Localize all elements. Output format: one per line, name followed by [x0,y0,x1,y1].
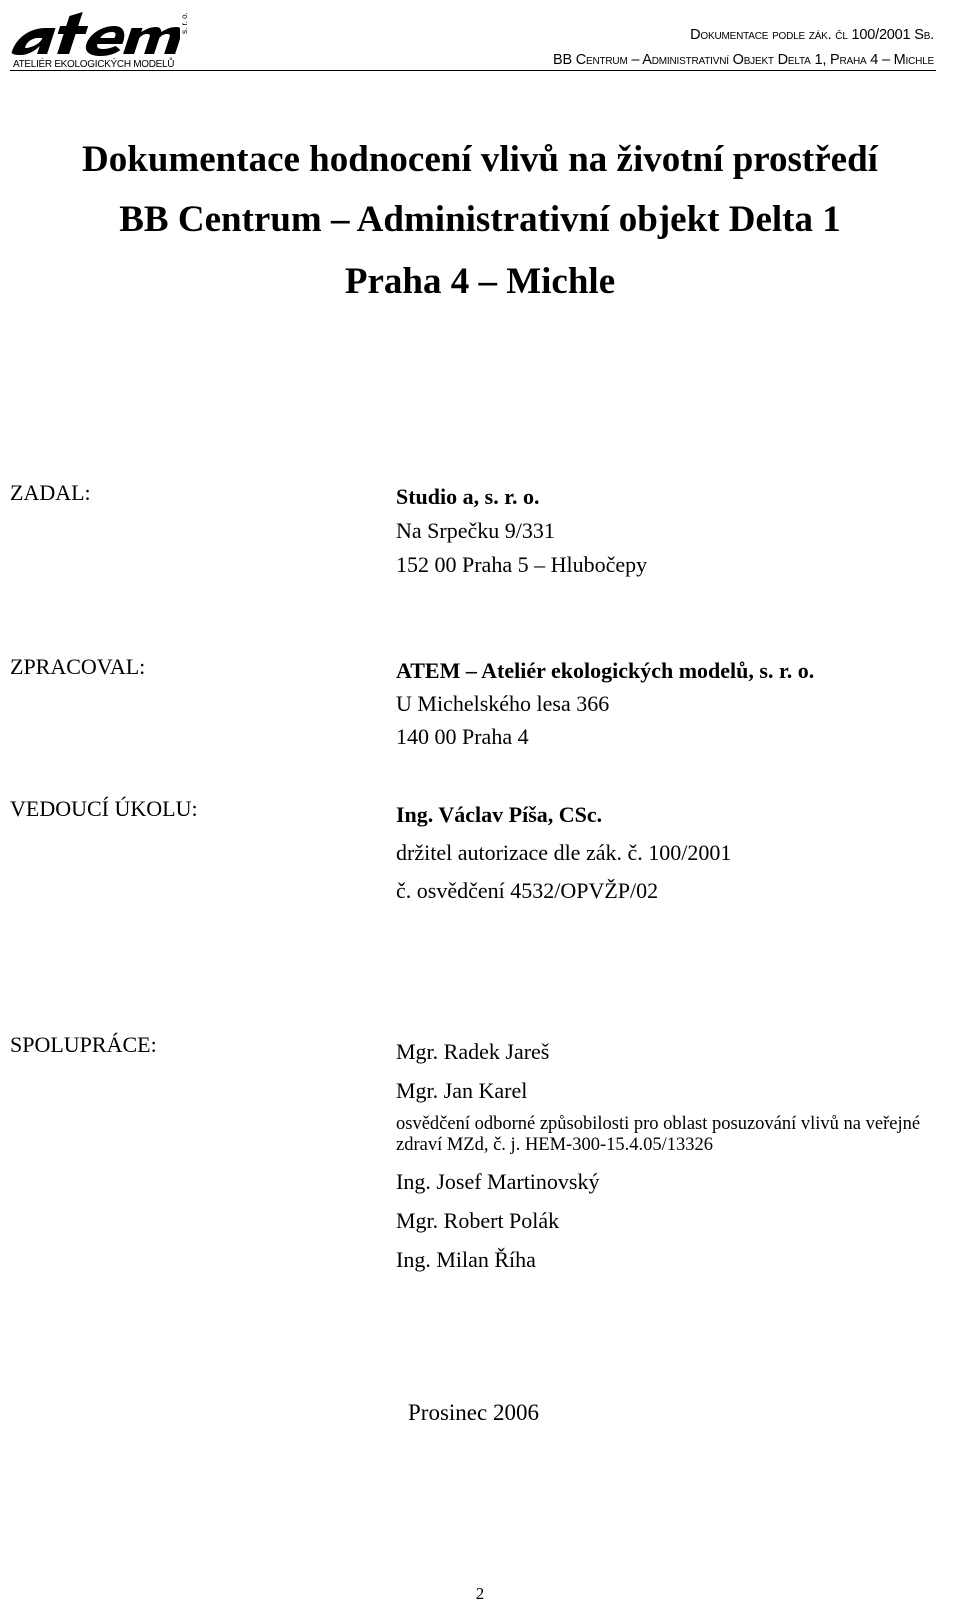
spoluprace-person-5: Ing. Milan Říha [396,1247,536,1272]
title-line-3: Praha 4 – Michle [344,261,616,302]
spoluprace-person-1: Mgr. Radek Jareš [396,1039,550,1064]
running-header [553,23,934,73]
page-number: 2 [475,1584,485,1603]
zadal-block [396,480,647,582]
vedouci-authorization: držitel autorizace dle zák. č. 100/2001 [396,840,732,865]
zpracoval-label: ZPRACOVAL: [10,654,146,679]
spoluprace-note: osvědčení odborné způsobilosti pro oblast posuzování vlivů na veřejné zdraví MZd, č. j. HEM-300-15.4.05/13326 [396,1114,921,1155]
zpracoval-block [396,654,814,753]
zpracoval-street: U Michelského lesa 366 [396,691,610,716]
logo-caption: ATELIÉR EKOLOGICKÝCH MODELŮ [13,59,175,70]
vedouci-certificate: č. osvědčení 4532/OPVŽP/02 [396,878,659,903]
vedouci-block [396,796,731,910]
spoluprace-person-3: Ing. Josef Martinovský [396,1169,600,1194]
atem-logo [10,2,188,70]
zadal-city: 152 00 Praha 5 – Hlubočepy [396,552,648,577]
header-line-2: BB Centrum – Administrativní Objekt Delta 1, Praha 4 – Michle [552,52,934,68]
zadal-label: ZADAL: [10,480,91,505]
zpracoval-city: 140 00 Praha 4 [396,724,529,749]
header-line-1: Dokumentace podle zák. čl 100/2001 Sb. [690,27,934,43]
spoluprace-block [396,1032,936,1279]
header-rule [10,70,936,71]
document-date: Prosinec 2006 [408,1400,539,1425]
zadal-name: Studio a, s. r. o. [396,484,540,509]
vedouci-name: Ing. Václav Píša, CSc. [396,802,603,827]
spoluprace-person-2: Mgr. Jan Karel [396,1078,528,1103]
title-line-1: Dokumentace hodnocení vlivů na životní prostředí [82,139,878,180]
logo-sro: s. r. o. [180,12,189,34]
spoluprace-label: SPOLUPRÁCE: [10,1032,157,1057]
zpracoval-name: ATEM – Ateliér ekologických modelů, s. r. o. [396,658,815,683]
spoluprace-person-4: Mgr. Robert Polák [396,1208,560,1233]
atem-logo-icon [10,2,180,60]
zadal-street: Na Srpečku 9/331 [396,518,555,543]
title-line-2: BB Centrum – Administrativní objekt Delta 1 [119,199,841,240]
vedouci-label: VEDOUCÍ ÚKOLU: [10,796,198,821]
